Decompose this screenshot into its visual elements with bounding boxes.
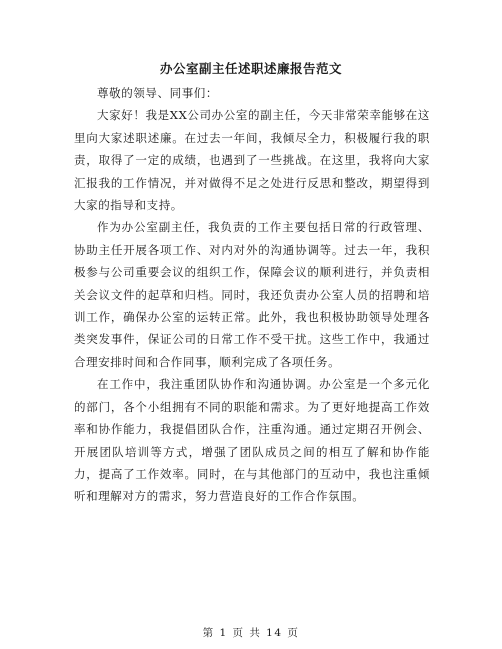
- page-number-footer: 第 1 页 共 14 页: [202, 627, 300, 639]
- paragraph-intro: 大家好！我是XX公司办公室的副主任，今天非常荣幸能够在这里向大家述职述廉。在过去一年间，我倾尽全力，积极履行我的职责，取得了一定的成绩，也遇到了一些挑战。在这里，我将向大家汇报我的工作情况，并对做得不足之处进行反思和整改，期望得到大家的指导和支持。: [74, 108, 430, 213]
- document-body: [74, 82, 430, 508]
- salutation: 尊敬的领导、同事们：: [97, 86, 218, 100]
- paragraph-duties: 作为办公室副主任，我负责的工作主要包括日常的行政管理、协助主任开展各项工作、对内对外的沟通协调等。过去一年，我积极参与公司重要会议的组织工作，保障会议的顺利进行，并负责相关会议文件的起草和归档。同时，我还负责办公室人员的招聘和培训工作，确保办公室的运转正常。此外，我也积极协助领导处理各类突发事件，保证公司的日常工作不受干扰。这些工作中，我通过合理安排时间和合作同事，顺利完成了各项任务。: [74, 220, 430, 369]
- document-title: 办公室副主任述职述廉报告范文: [159, 61, 342, 76]
- paragraph-teamwork: 在工作中，我注重团队协作和沟通协调。办公室是一个多元化的部门，各个小组拥有不同的职能和需求。为了更好地提高工作效率和协作能力，我提倡团队合作，注重沟通。通过定期召开例会、开展团队培训等方式，增强了团队成员之间的相互了解和协作能力，提高了工作效率。同时，在与其他部门的互动中，我也注重倾听和理解对方的需求，努力营造良好的工作合作氛围。: [74, 377, 430, 504]
